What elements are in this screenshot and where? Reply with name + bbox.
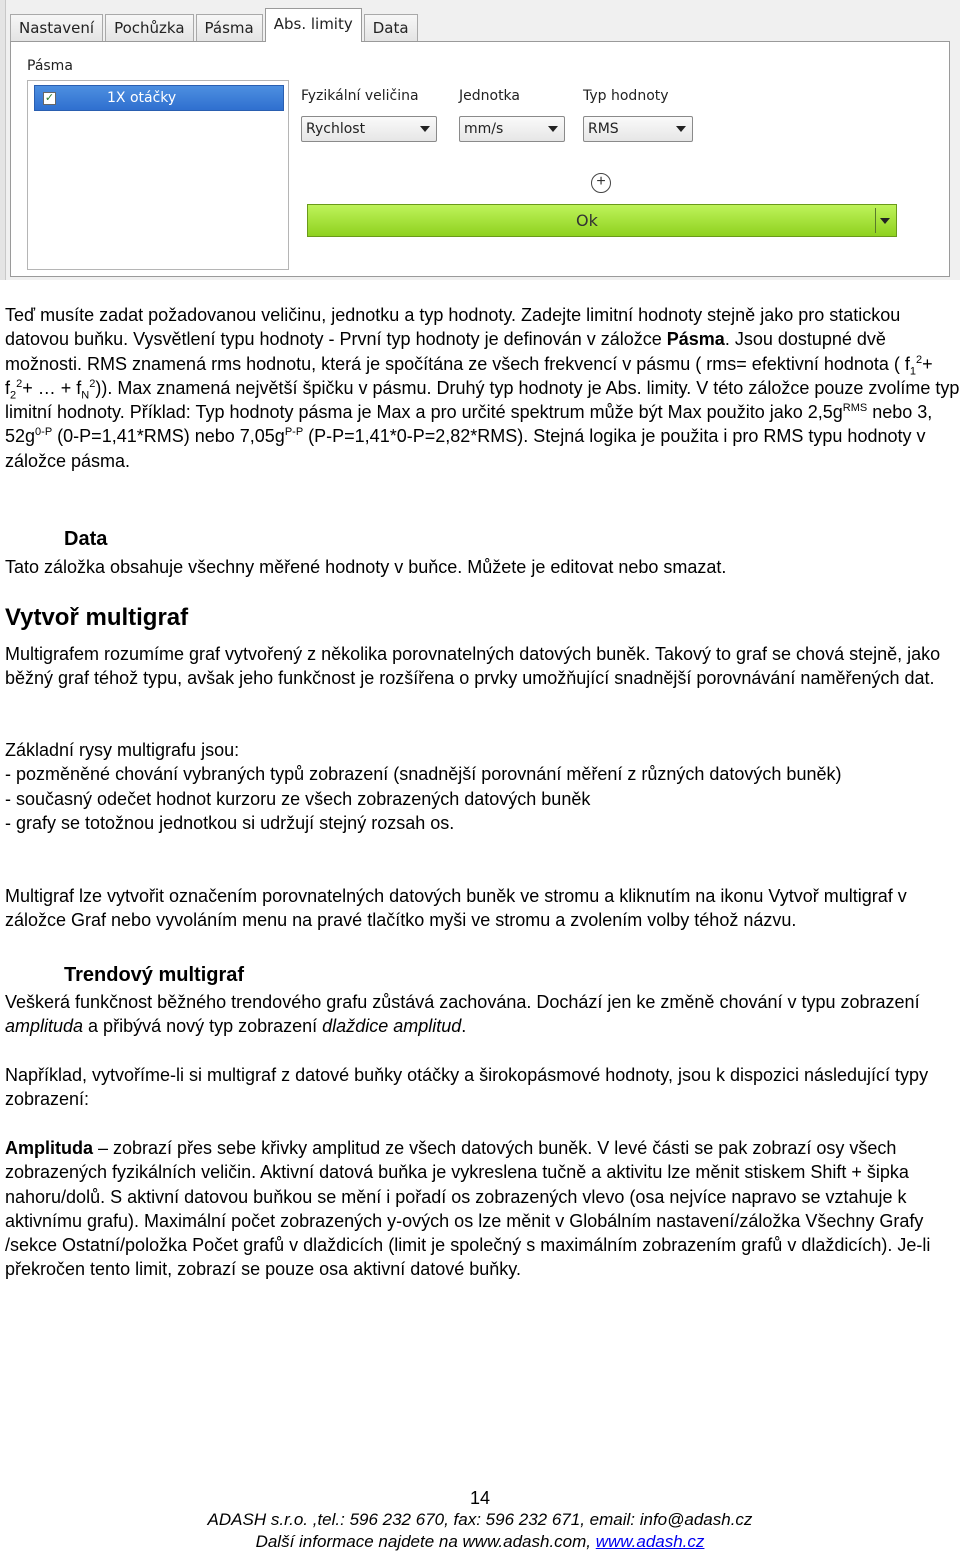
- paragraph-text: Veškerá funkčnost běžného trendového grafu zůstává zachována. Dochází jen ke změně chování v typu zobrazení: [5, 992, 920, 1012]
- create-multigraf-paragraph: Multigraf lze vytvořit označením porovnatelných datových buněk ve stromu a kliknutím na ikonu Vytvoř multigraf v záložce Graf nebo vyvoláním menu na pravé tlačítko myši ve stromu a zvolením volby téhož názvu.: [5, 886, 907, 931]
- paragraph-text: a přibývá nový typ zobrazení: [83, 1016, 323, 1037]
- chevron-down-icon: [676, 126, 686, 132]
- data-paragraph: Tato záložka obsahuje všechny měřené hodnoty v buňce. Můžete je editovat nebo smazat.: [5, 557, 727, 577]
- tab-pochuzka[interactable]: Pochůzka: [105, 14, 193, 42]
- add-limit-button[interactable]: +: [591, 173, 611, 193]
- superscript: 0-P: [35, 426, 53, 439]
- company-line: ADASH s.r.o. ,tel.: 596 232 670, fax: 596 232 671, email: info@adash.cz: [207, 1510, 753, 1529]
- tab-nastaveni[interactable]: Nastavení: [10, 14, 103, 42]
- band-list[interactable]: [27, 80, 289, 270]
- footer-company: [0, 1509, 960, 1531]
- status-limit-select[interactable]: [307, 204, 897, 237]
- features-list: [5, 738, 960, 835]
- superscript: 2: [89, 377, 96, 390]
- dropdown-separator: [875, 208, 876, 233]
- trend-multigraf-heading: Trendový multigraf: [64, 964, 245, 986]
- paragraph-text: (0-P=1,41*RMS) nebo 7,05g: [52, 426, 285, 447]
- italic-term: dlaždice amplitud: [322, 1016, 462, 1037]
- window-edge: [0, 0, 6, 280]
- multigraf-paragraph: Multigrafem rozumíme graf vytvořený z několika porovnatelných datových buněk. Takový to graf se chová stejně, jako běžný graf téhož typu, avšak jeho funkčnost je rozšířena o prvky umožňující snadnější porovnávání naměřených dat.: [5, 644, 941, 689]
- superscript: P-P: [284, 426, 304, 439]
- subscript: N: [81, 389, 90, 402]
- superscript: 2: [916, 353, 923, 366]
- value-type-select[interactable]: [583, 116, 693, 142]
- tab-data[interactable]: Data: [364, 14, 418, 42]
- tab-panel: [10, 41, 950, 277]
- data-heading: Data: [64, 528, 108, 550]
- bold-term: Pásma: [666, 329, 725, 350]
- bands-group-label: Pásma: [27, 58, 73, 74]
- amplitude-paragraph: [5, 1136, 960, 1282]
- physical-quantity-select[interactable]: [301, 116, 437, 142]
- website-link[interactable]: www.adash.cz: [595, 1532, 705, 1551]
- paragraph-text: .: [461, 1016, 467, 1037]
- physical-quantity-label: Fyzikální veličina: [301, 88, 419, 104]
- subscript: 1: [909, 365, 917, 378]
- footer-info: [0, 1531, 960, 1553]
- trend-paragraph: [5, 990, 960, 1039]
- band-list-item[interactable]: [34, 85, 284, 111]
- paragraph-text: + … + f: [22, 377, 82, 398]
- tab-pasma[interactable]: Pásma: [196, 14, 263, 42]
- paragraph-text: (P-P=1,41*0-P=2,82*RMS). Stejná logika je použita i pro RMS typu hodnoty v záložce pásma.: [5, 426, 926, 471]
- tab-bar: [10, 8, 420, 42]
- paragraph-text: )). Max znamená největší špičku v pásmu. Druhý typ hodnoty je Abs. limity. V této záložce pouze zvolíme typ limitní hodnoty.: [5, 377, 960, 423]
- chevron-down-icon: [548, 126, 558, 132]
- value-type-value: RMS: [588, 121, 619, 137]
- paragraph-text: . Jsou dostupné dvě možnosti. RMS znamená rms hodnotu, která je spočítána ze všech frekvencí v pásmu ( rms= efektivní hodnota ( f: [5, 329, 910, 374]
- superscript: 2: [16, 377, 23, 390]
- chevron-down-icon: [880, 218, 890, 224]
- unit-label: Jednotka: [459, 88, 520, 104]
- list-item: - pozměněné chování vybraných typů zobrazení (snadnější porovnání měření z různých datových buněk): [5, 764, 842, 785]
- paragraph-text: Teď musíte zadat požadovanou veličinu, jednotku a typ hodnoty. Zadejte limitní hodnoty stejně jako pro statickou datovou buňku. Vysvětlení typu hodnoty - První typ hodnoty je definován v záložce: [5, 305, 901, 350]
- superscript: RMS: [842, 402, 868, 415]
- band-item-label: 1X otáčky: [107, 90, 177, 106]
- italic-term: amplituda: [5, 1016, 84, 1037]
- list-item: - grafy se totožnou jednotkou si udržují stejný rozsah os.: [5, 812, 455, 833]
- unit-select[interactable]: [459, 116, 565, 142]
- info-prefix: Další informace najdete na www.adash.com,: [255, 1532, 596, 1551]
- list-item: - současný odečet hodnot kurzoru ze všech zobrazených datových buněk: [5, 788, 591, 809]
- example-paragraph: Například, vytvoříme-li si multigraf z datové buňky otáčky a širokopásmové hodnoty, jsou k dispozici následující typy zobrazení:: [5, 1065, 929, 1110]
- subscript: 2: [10, 389, 17, 402]
- paragraph-text: Příklad: Typ hodnoty pásma je Max a pro určité spektrum může být Max použito jako 2,5g: [129, 402, 843, 423]
- value-type-label: Typ hodnoty: [583, 88, 669, 104]
- band-value-type-paragraph: [5, 303, 960, 473]
- status-value: Ok: [576, 211, 598, 230]
- paragraph-text: + f: [5, 353, 933, 398]
- settings-window-screenshot: [0, 0, 960, 280]
- features-title: Základní rysy multigrafu jsou:: [5, 740, 240, 760]
- bold-term: Amplituda: [5, 1138, 93, 1158]
- page-number: 14: [469, 1488, 491, 1508]
- multigraf-heading: Vytvoř multigraf: [5, 604, 189, 631]
- physical-quantity-value: Rychlost: [306, 121, 366, 137]
- paragraph-text: – zobrazí přes sebe křivky amplitud ze všech datových buněk. V levé části se pak zobrazí osy všech zobrazených fyzikálních veličin. Aktivní datová buňka je vykreslena tučně a aktivitu lze měnit stiskem Shift + šipka nahoru/dolů. S aktivní datovou buňkou se mění i pořadí os zobrazených vlevo (osa nejvíce napravo se vztahuje k aktivnímu grafu). Maximální počet zobrazených y-ových os lze měnit v Globálním nastavení/záložka Všechny Grafy /sekce Ostatní/položka Počet grafů v dlaždicích (limit je společný s maximálním zobrazením grafů v dlaždicích). Je-li překročen tento limit, zobrazí se pouze osa aktivní datové buňky.: [5, 1138, 931, 1280]
- band-checkbox[interactable]: ✓: [44, 92, 55, 104]
- tab-abs-limity[interactable]: Abs. limity: [265, 8, 362, 42]
- unit-value: mm/s: [464, 121, 504, 137]
- paragraph-text: nebo 3, 52g: [5, 402, 933, 447]
- chevron-down-icon: [420, 126, 430, 132]
